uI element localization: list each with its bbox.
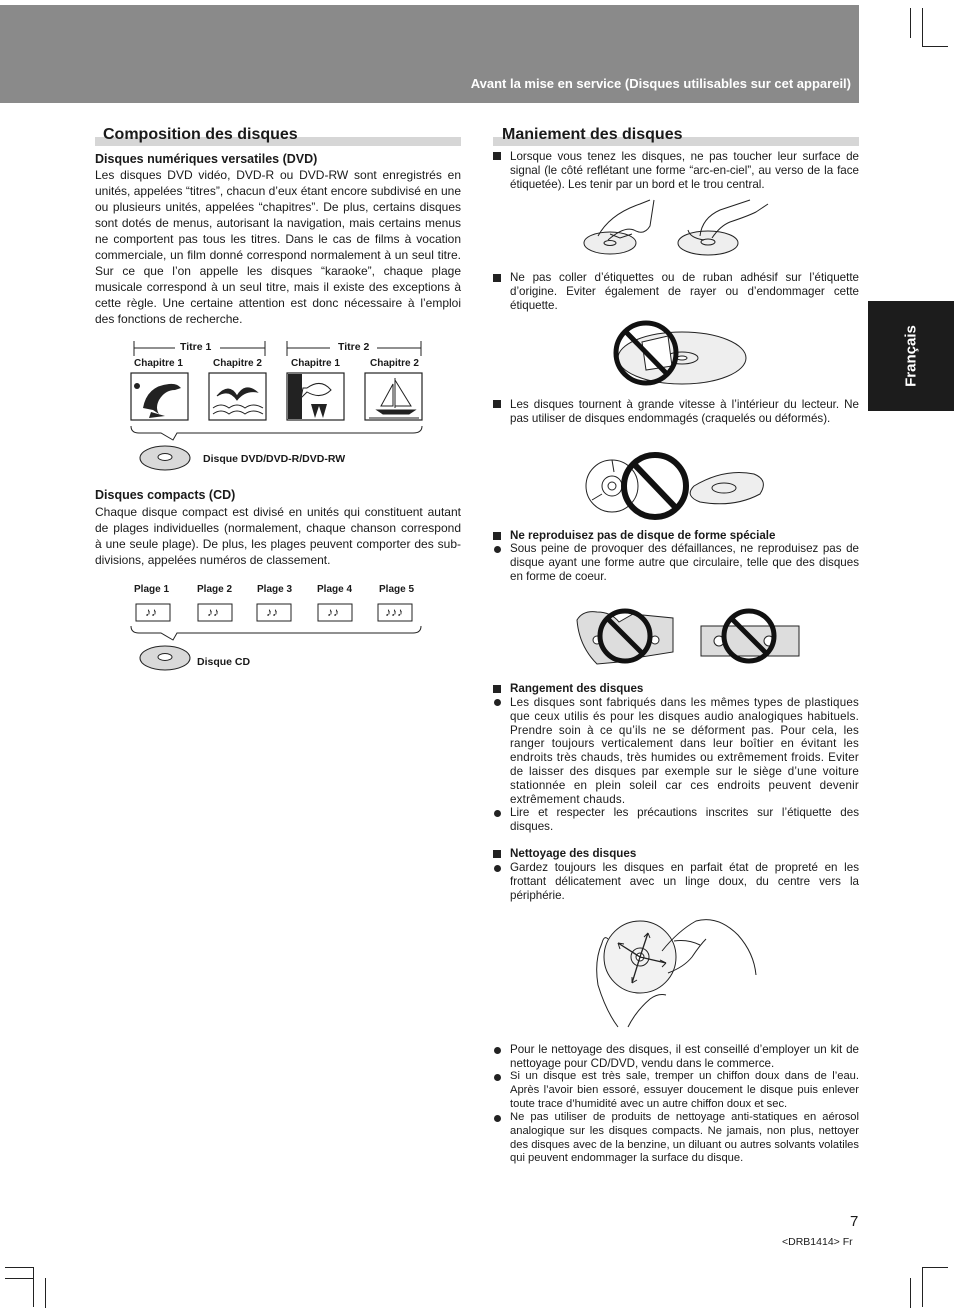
round-bullet-icon xyxy=(494,865,501,872)
cleaning-text-1: Gardez toujours les disques en parfait état de propreté en les frottant délicatement avec un linge doux, du centre vers la périphérie. xyxy=(510,861,859,902)
cd-disc-label: Disque CD xyxy=(197,656,251,668)
round-bullet-icon xyxy=(494,1047,501,1054)
crop-mark xyxy=(910,8,911,38)
chapter-label: Chapitre 1 xyxy=(134,358,183,369)
crop-mark xyxy=(45,1278,46,1308)
crop-mark xyxy=(33,1267,34,1307)
title-label-1: Titre 1 xyxy=(180,341,212,353)
cleaning-text-3: Si un disque est très sale, tremper un chiffon doux dans de l’eau. Après l’avoir bien essoré, essuyer doucement le disque puis enlever toute trace d’humidité avec un autre chiffon doux et sec. xyxy=(510,1070,859,1110)
square-bullet-icon xyxy=(493,400,501,408)
cleaning-disc-illustration xyxy=(588,915,758,1030)
track-label: Plage 3 xyxy=(257,584,293,595)
round-bullet-icon xyxy=(494,699,501,706)
document-code: <DRB1414> Fr xyxy=(782,1236,853,1248)
note-icon: ♪♪♪ xyxy=(385,605,403,619)
language-tab-label: Français xyxy=(902,325,920,387)
storage-heading: Rangement des disques xyxy=(510,682,644,695)
cd-heading: Disques compacts (CD) xyxy=(95,488,236,502)
storage-text-2: Lire et respecter les précautions inscrites sur l’étiquette des disques. xyxy=(510,806,859,833)
title-label-2: Titre 2 xyxy=(338,341,370,353)
crop-mark xyxy=(922,1267,948,1268)
track-label: Plage 2 xyxy=(197,584,233,595)
note-icon: ♪♪ xyxy=(207,605,219,619)
crop-mark xyxy=(910,1278,911,1308)
dvd-heading: Disques numériques versatiles (DVD) xyxy=(95,152,318,166)
note-icon: ♪♪ xyxy=(327,605,339,619)
handling-item-2: Ne pas coller d’étiquettes ou de ruban adhésif sur l’étiquette d’origine. Eviter également de rayer ou d’endommager cette étiquette. xyxy=(510,271,859,312)
crop-mark xyxy=(922,1267,923,1307)
section-title-handling: Maniement des disques xyxy=(502,126,683,143)
no-damaged-disc-illustration xyxy=(584,450,769,520)
no-label-on-disc-illustration xyxy=(612,318,752,388)
special-shape-heading: Ne reproduisez pas de disque de forme spéciale xyxy=(510,529,776,542)
note-icon: ♪♪ xyxy=(145,605,157,619)
crop-mark xyxy=(922,46,948,47)
square-bullet-icon xyxy=(493,685,501,693)
cleaning-heading: Nettoyage des disques xyxy=(510,847,637,860)
language-tab xyxy=(868,301,954,411)
track-label: Plage 5 xyxy=(379,584,415,595)
handling-item-1: Lorsque vous tenez les disques, ne pas toucher leur surface de signal (le côté reflétant une forme “arc-en-ciel”, au verso de la face étiquetée). Les tenir par un bord et le trou central. xyxy=(510,150,859,191)
dvd-text: Les disques DVD vidéo, DVD-R ou DVD-RW sont enregistrés en unités, appelées “titres”, chacun d’eux étant encore subdivisé en une ou plusieurs unités, appelées “chapitres”. De plus, certains disques sont dotés de menus, autorisant la navigation, mais certains menus ne comportent pas tous les titres. Dans le cas de films à vocation commerciale, un film donné correspond normalement à un seul titre. Sur ce que l’on appelle les disques “karaoke”, chaque plage musicale correspond à un seul titre, mais il existe des exceptions à cette règle. Une certaine attention est donc nécessaire à l’emploi des fonctions de recherche. xyxy=(95,168,461,326)
cleaning-text-4: Ne pas utiliser de produits de nettoyage anti-statiques en aérosol analogique sur les disques compacts. Ne jamais, non plus, nettoyer des disques avec de la benzine, un diluant ou autres solvants volatiles qui peuvent endommager la surface du disque. xyxy=(510,1111,859,1165)
square-bullet-icon xyxy=(493,850,501,858)
square-bullet-icon xyxy=(493,532,501,540)
crop-mark xyxy=(5,1267,33,1268)
crop-mark xyxy=(922,8,923,46)
page-number: 7 xyxy=(850,1213,859,1230)
round-bullet-icon xyxy=(494,1115,501,1122)
chapter-label: Chapitre 2 xyxy=(370,358,419,369)
round-bullet-icon xyxy=(494,1074,501,1081)
round-bullet-icon xyxy=(494,546,501,553)
handling-item-3: Les disques tournent à grande vitesse à l’intérieur du lecteur. Ne pas utiliser de disques endommagés (craquelés ou déformés). xyxy=(510,398,859,425)
square-bullet-icon xyxy=(493,152,501,160)
note-icon: ♪♪ xyxy=(266,605,278,619)
chapter-label: Chapitre 2 xyxy=(213,358,262,369)
crop-mark xyxy=(5,1278,33,1279)
cleaning-text-2: Pour le nettoyage des disques, il est conseillé d’employer un kit de nettoyage pour CD/DVD, vendu dans le commerce. xyxy=(510,1043,859,1070)
track-label: Plage 1 xyxy=(134,584,170,595)
section-title-composition: Composition des disques xyxy=(103,126,298,143)
header-band xyxy=(0,5,859,103)
dvd-disc-label: Disque DVD/DVD-R/DVD-RW xyxy=(203,453,346,465)
square-bullet-icon xyxy=(493,274,501,282)
special-shape-text: Sous peine de provoquer des défaillances, ne reproduisez pas de disque ayant une forme autre que circulaire, telle que des disques en forme de coeur. xyxy=(510,542,859,583)
header-title: Avant la mise en service (Disques utilisables sur cet appareil) xyxy=(470,76,851,91)
storage-text-1: Les disques sont fabriqués dans les mêmes types de plastiques que ceux utilis és pour les disques audio analogiques habituels. Prendre soin à ce qu’ils ne se déforment pas. Pour cela, les ranger toujours verticalement dans leur boîtier en évitant les endroits très chauds, très humides ou extrêmement froids. Eviter de laisser des disques par exemple sur le siège d’une voiture stationnée en plein soleil car ces endroits peuvent devenir extrêmement chauds. xyxy=(510,696,859,806)
no-special-shape-disc-illustration xyxy=(573,606,803,668)
chapter-label: Chapitre 1 xyxy=(291,358,340,369)
track-label: Plage 4 xyxy=(317,584,353,595)
cd-text: Chaque disque compact est divisé en unités qui constituent autant de plages individuelles (normalement, chaque chanson correspond à une seule plage). De plus, les plages peuvent comporter des sub-divisions, appelées numéros de classement. xyxy=(95,505,461,567)
hands-holding-disc-illustration xyxy=(580,196,775,260)
round-bullet-icon xyxy=(494,810,501,817)
